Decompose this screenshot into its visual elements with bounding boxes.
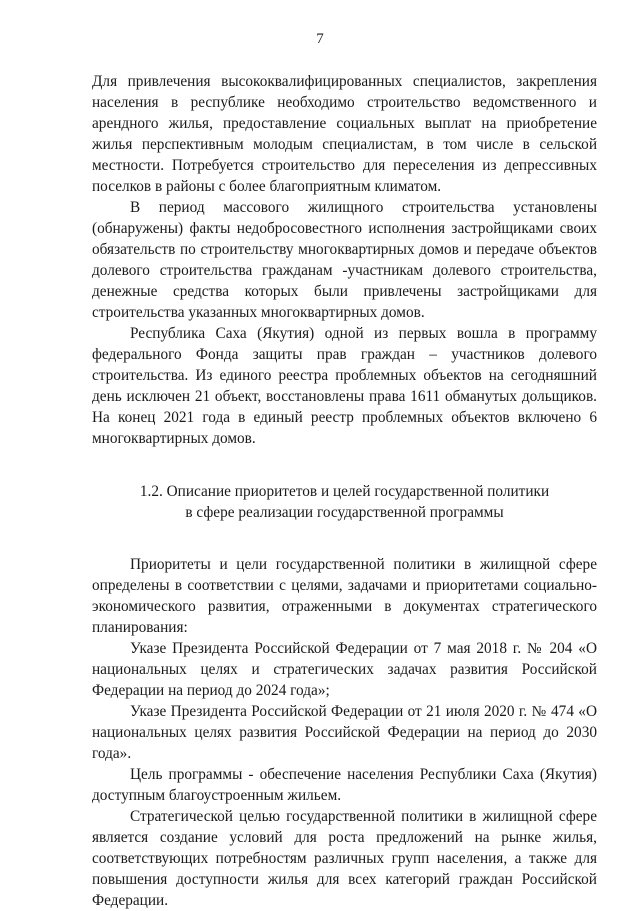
paragraph-program-goal: Цель программы - обеспечение населения Республики Саха (Якутия) доступным благоустроенным жильем. <box>92 766 597 804</box>
page-number: 7 <box>316 31 324 47</box>
paragraph-unfair-developers: В период массового жилищного строительства установлены (обнаружены) факты недобросовестного исполнения застройщиками своих обязательств по строительству многоквартирных домов и передаче объектов долевого строительства гражданам -участникам долевого строительства, денежные средства которых были привлечены застройщиками для строительства указанных многоквартирных домов. <box>92 199 597 321</box>
section-heading-line2: в сфере реализации государственной программы <box>185 504 504 521</box>
paragraph-protection-fund: Республика Саха (Якутия) одной из первых вошла в программу федерального Фонда защиты прав граждан – участников долевого строительства. Из единого реестра проблемных объектов на сегодняшний день исключен 21 объект, восстановлены права 1611 обманутых дольщиков. На конец 2021 года в единый реестр проблемных объектов включено 6 многоквартирных домов. <box>92 325 597 447</box>
paragraph-strategic-goal: Стратегической целью государственной политики в жилищной сфере является создание условий для роста предложений на рынке жилья, соответствующих потребностям различных групп населения, а также для повышения доступности жилья для всех категорий граждан Российской Федерации. <box>92 808 597 909</box>
section-heading <box>92 481 597 523</box>
section-heading-line1: 1.2. Описание приоритетов и целей государственной политики <box>139 483 550 500</box>
document-body <box>92 71 597 911</box>
paragraph-decree-2020: Указе Президента Российской Федерации от 21 июля 2020 г. № 474 «О национальных целях развития Российской Федерации на период до 2030 года». <box>92 703 597 762</box>
paragraph-specialists-housing: Для привлечения высококвалифицированных специалистов, закрепления населения в республике необходимо строительство ведомственного и арендного жилья, предоставление социальных выплат на приобретение жилья перспективным молодым специалистам, в том числе в сельской местности. Потребуется строительство для переселения из депрессивных поселков в районы с более благоприятным климатом. <box>92 73 597 195</box>
paragraph-decree-2018: Указе Президента Российской Федерации от 7 мая 2018 г. № 204 «О национальных целях и стратегических задачах развития Российской Федерации на период до 2024 года»; <box>92 640 597 699</box>
paragraph-priorities: Приоритеты и цели государственной политики в жилищной сфере определены в соответствии с целями, задачами и приоритетами социально-экономического развития, отраженными в документах стратегического планирования: <box>92 556 597 636</box>
